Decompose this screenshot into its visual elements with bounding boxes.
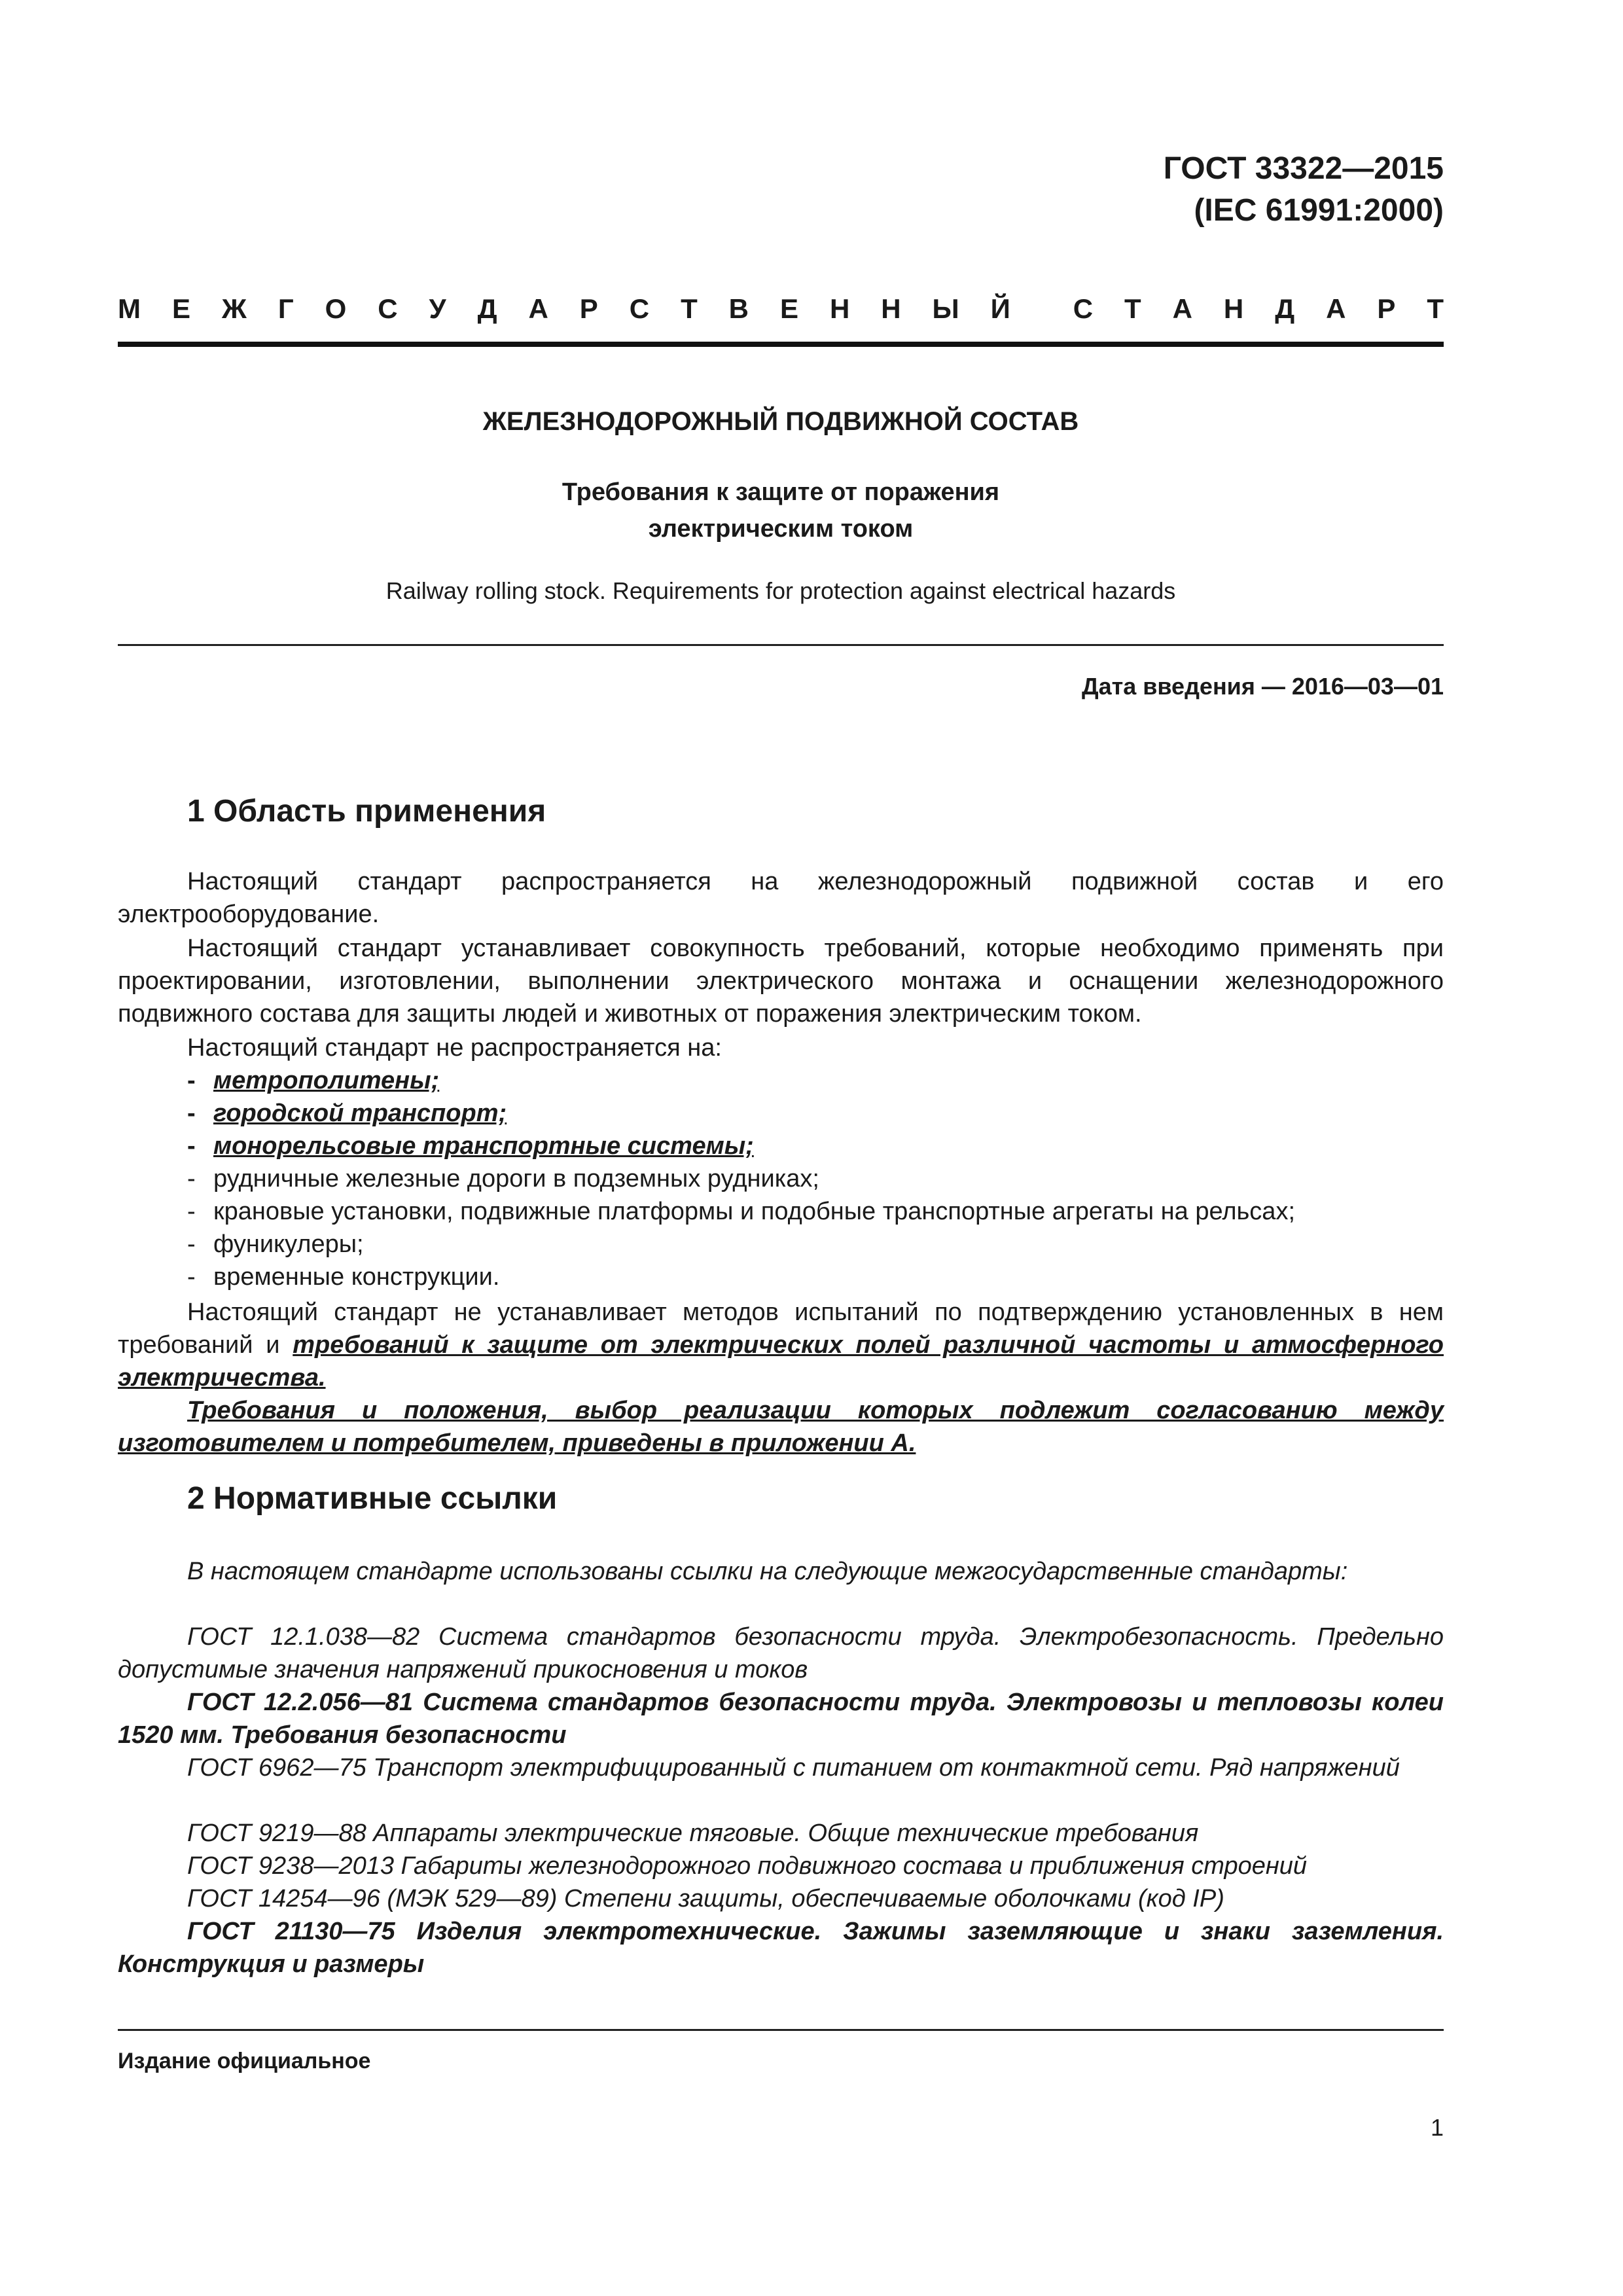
introduction-date: Дата введения — 2016—03—01 <box>1081 673 1444 700</box>
scope-p4-text: Настоящий стандарт не устанавливает методов испытаний по подтверждению установленных в нем требований и <box>118 1299 1444 1359</box>
list-dash: - <box>187 1100 196 1127</box>
exclusion-list <box>187 1064 1295 1293</box>
banner-letter: Т <box>1427 293 1444 324</box>
gost-number-line2: (IEC 61991:2000) <box>1194 193 1444 228</box>
list-dash: - <box>187 1230 196 1258</box>
exclusion-list-text: рудничные железные дороги в подземных рудниках; <box>213 1165 819 1193</box>
banner-letter: Н <box>881 293 901 324</box>
gost-number-line1: ГОСТ 33322—2015 <box>1163 151 1444 186</box>
header-rule <box>118 342 1444 347</box>
reference-item <box>118 1751 1444 1784</box>
scope-paragraph-5 <box>118 1394 1444 1460</box>
scope-p4-emphasis: требований к защите от электрических полей различной частоты и атмосферного электричества. <box>118 1331 1444 1391</box>
banner-letter: А <box>1172 293 1192 324</box>
reference-item <box>118 1817 1444 1850</box>
reference-text: ГОСТ 14254—96 (МЭК 529—89) Степени защиты, обеспечиваемые оболочками (код IP) <box>187 1885 1224 1912</box>
reference-text: ГОСТ 12.2.056—81 Система стандартов безопасности труда. Электровозы и тепловозы колеи 1520 мм. Требования безопасности <box>118 1689 1444 1749</box>
banner-letter: Й <box>990 293 1010 324</box>
banner-letter: В <box>728 293 749 324</box>
banner-letter: Ы <box>932 293 959 324</box>
reference-item <box>118 1850 1444 1882</box>
banner-letter: С <box>378 293 398 324</box>
scope-p1-text: Настоящий стандарт распространяется на железнодорожный подвижной состав и его электрооборудование. <box>118 868 1444 928</box>
reference-text: ГОСТ 12.1.038—82 Система стандартов безопасности труда. Электробезопасность. Предельно допустимые значения напряжений прикосновения и токов <box>118 1623 1444 1683</box>
list-dash: - <box>187 1165 196 1193</box>
banner-letter: Ж <box>221 293 247 324</box>
banner-letter: А <box>1326 293 1346 324</box>
banner-letter: Н <box>1223 293 1244 324</box>
banner-letter: Е <box>779 293 798 324</box>
banner-letter: С <box>1073 293 1094 324</box>
page-number: 1 <box>1430 2114 1444 2141</box>
edition-label: Издание официальное <box>118 2049 371 2073</box>
banner-letter: У <box>429 293 446 324</box>
exclusion-list-text: городской транспорт; <box>213 1100 507 1127</box>
banner-letter: Н <box>829 293 850 324</box>
list-dash: - <box>187 1132 196 1160</box>
reference-item <box>118 1915 1444 1981</box>
list-dash: - <box>187 1263 196 1291</box>
banner-letter: Т <box>1124 293 1141 324</box>
exclusion-list-item <box>187 1130 1295 1162</box>
scope-paragraph-4 <box>118 1296 1444 1394</box>
scope-paragraph-2 <box>118 932 1444 1030</box>
reference-item <box>118 1621 1444 1686</box>
subtitle-line1: Требования к защите от поражения <box>562 478 1000 506</box>
scope-paragraph-3 <box>118 1031 1444 1064</box>
references-intro-text: В настоящем стандарте использованы ссылки на следующие межгосударственные стандарты: <box>187 1558 1348 1585</box>
banner-letter: Т <box>681 293 698 324</box>
banner-letter: Р <box>1377 293 1396 324</box>
exclusion-list-text: крановые установки, подвижные платформы и подобные транспортные агрегаты на рельсах; <box>213 1198 1295 1225</box>
exclusion-list-item <box>187 1064 1295 1097</box>
section-heading-scope: 1 Область применения <box>187 794 546 829</box>
gost-number <box>986 148 1444 232</box>
scope-paragraph-1 <box>118 865 1444 931</box>
exclusion-list-item <box>187 1097 1295 1130</box>
banner-letter: Е <box>171 293 190 324</box>
banner-letter: Д <box>1275 293 1295 324</box>
english-title: Railway rolling stock. Requirements for protection against electrical hazards <box>385 577 1176 604</box>
document-subtitle <box>118 474 1444 547</box>
reference-text: ГОСТ 9238—2013 Габариты железнодорожного подвижного состава и приближения строений <box>187 1852 1308 1880</box>
reference-text: ГОСТ 9219—88 Аппараты электрические тяговые. Общие технические требования <box>187 1820 1199 1847</box>
footer-rule <box>118 2029 1444 2031</box>
exclusion-list-item <box>187 1195 1295 1228</box>
banner-letter: Д <box>477 293 497 324</box>
banner-letter: М <box>118 293 141 324</box>
exclusion-list-item <box>187 1228 1295 1261</box>
title-rule <box>118 644 1444 646</box>
scope-p2-text: Настоящий стандарт устанавливает совокупность требований, которые необходимо применять при проектировании, изготовлении, выполнении электрического монтажа и оснащении железнодорожного подвижного состава для защиты людей и животных от поражения электрическим током. <box>118 935 1444 1028</box>
reference-item <box>118 1882 1444 1915</box>
list-dash: - <box>187 1067 196 1094</box>
reference-text: ГОСТ 6962—75 Транспорт электрифицированный с питанием от контактной сети. Ряд напряжений <box>187 1754 1400 1782</box>
list-dash: - <box>187 1198 196 1225</box>
exclusion-list-text: метрополитены; <box>213 1067 440 1094</box>
reference-text: ГОСТ 21130—75 Изделия электротехнические. Зажимы заземляющие и знаки заземления. Конструкция и размеры <box>118 1918 1444 1978</box>
banner-letter: А <box>528 293 548 324</box>
banner-letter: С <box>629 293 650 324</box>
references-intro <box>118 1555 1444 1588</box>
scope-p3-text: Настоящий стандарт не распространяется на: <box>187 1034 722 1062</box>
exclusion-list-text: монорельсовые транспортные системы; <box>213 1132 754 1160</box>
exclusion-list-item <box>187 1162 1295 1195</box>
subtitle-line2: электрическим током <box>648 515 914 543</box>
reference-item <box>118 1686 1444 1751</box>
section-heading-references: 2 Нормативные ссылки <box>187 1481 558 1516</box>
banner-letter: Р <box>579 293 598 324</box>
exclusion-list-item <box>187 1261 1295 1293</box>
banner-letter: Г <box>277 293 294 324</box>
scope-p5-text: Требования и положения, выбор реализации которых подлежит согласованию между изготовителем и потребителем, приведены в приложении А. <box>118 1397 1444 1457</box>
document-title: ЖЕЛЕЗНОДОРОЖНЫЙ ПОДВИЖНОЙ СОСТАВ <box>482 407 1079 436</box>
exclusion-list-text: временные конструкции. <box>213 1263 500 1291</box>
banner-letter: О <box>325 293 347 324</box>
exclusion-list-text: фуникулеры; <box>213 1230 364 1258</box>
interstate-standard-banner <box>118 293 1444 325</box>
